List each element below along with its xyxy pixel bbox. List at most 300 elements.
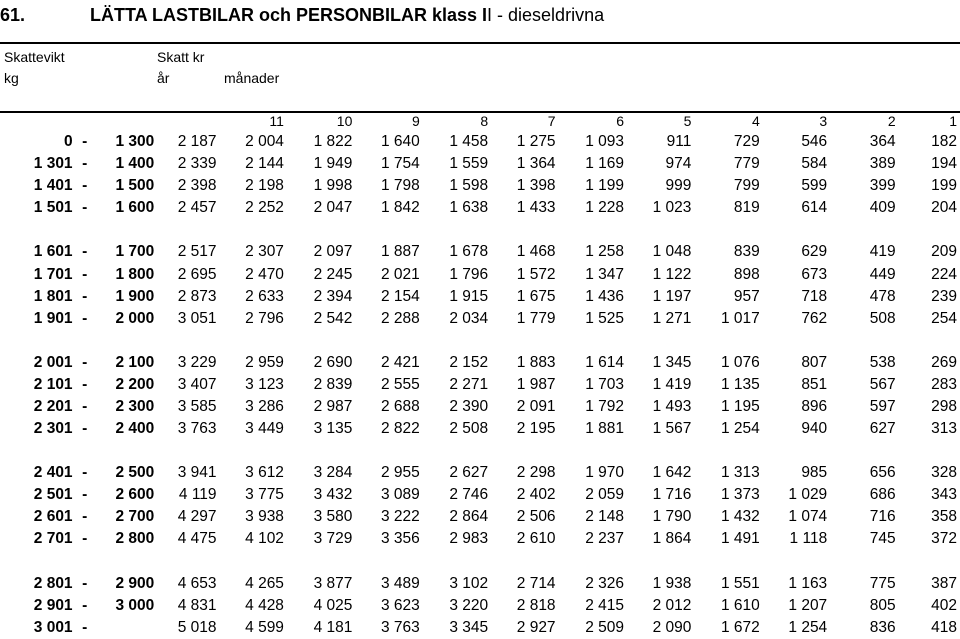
- month-tax: 254: [931, 309, 957, 327]
- weight-to: 2 200: [115, 375, 155, 393]
- month-tax: 1 093: [585, 133, 624, 151]
- month-tax: 1 254: [721, 420, 760, 438]
- month-tax: 1 207: [788, 596, 828, 614]
- month-tax: 1 199: [585, 177, 624, 195]
- gap-cell: [0, 551, 960, 573]
- month-tax: 419: [869, 243, 896, 261]
- month-tax: 4 025: [313, 596, 353, 614]
- year-tax: 2 457: [177, 199, 217, 217]
- month-tax: 3 432: [313, 486, 353, 504]
- month-tax: 1 458: [449, 133, 489, 151]
- month-tax: 745: [869, 530, 896, 548]
- month-tax: 4 102: [245, 530, 284, 548]
- weight-from: 2 601: [33, 508, 73, 526]
- month-tax: 1 672: [721, 618, 760, 636]
- month-tax: 2 509: [585, 618, 624, 636]
- month-tax: 1 195: [721, 397, 760, 415]
- month-tax: 716: [869, 508, 896, 526]
- year-tax: 3 585: [177, 397, 217, 415]
- month-tax: 2 927: [516, 618, 556, 636]
- tax-label: Skatt kr: [157, 49, 205, 65]
- weight-to: 1 400: [115, 155, 155, 173]
- month-tax: 2 714: [516, 574, 556, 592]
- month-column-header: 4: [752, 113, 760, 129]
- month-tax: 1 491: [721, 530, 760, 548]
- month-tax: 2 690: [313, 353, 353, 371]
- month-tax: 1 074: [788, 508, 828, 526]
- month-tax: 2 959: [245, 353, 284, 371]
- weight-from: 1 601: [33, 243, 73, 261]
- weight-from: 2 901: [33, 596, 73, 614]
- month-tax: 1 779: [516, 309, 556, 327]
- weight-to: 1 700: [115, 243, 155, 261]
- months-label: månader: [224, 70, 280, 86]
- weight-from: 3 001: [33, 618, 73, 636]
- year-tax: 4 653: [177, 574, 217, 592]
- month-tax: 1 883: [516, 353, 556, 371]
- month-tax: 418: [931, 618, 957, 636]
- month-tax: 2 091: [516, 397, 556, 415]
- month-tax: 4 265: [245, 574, 284, 592]
- range-dash: -: [82, 177, 88, 195]
- weight-from: 2 401: [33, 464, 73, 482]
- month-tax: 1 169: [585, 155, 624, 173]
- month-tax: 1 163: [788, 574, 828, 592]
- month-tax: 1 796: [449, 265, 489, 283]
- month-tax: 3 345: [449, 618, 489, 636]
- weight-from: 1 701: [33, 265, 73, 283]
- month-tax: 686: [869, 486, 896, 504]
- weight-to: 1 600: [115, 199, 155, 217]
- range-dash: -: [82, 375, 88, 393]
- month-column-header: 5: [683, 113, 692, 129]
- month-tax: 2 822: [380, 420, 420, 438]
- weight-to: 1 800: [115, 265, 155, 283]
- month-tax: 2 542: [313, 309, 353, 327]
- month-tax: 1 373: [721, 486, 760, 504]
- weight-from: 1 401: [33, 177, 73, 195]
- blank-cell: [94, 111, 157, 131]
- month-tax: 1 598: [449, 177, 489, 195]
- month-tax: 2 288: [380, 309, 420, 327]
- month-tax: 364: [869, 133, 896, 151]
- month-tax: 1 228: [585, 199, 624, 217]
- table-row: [0, 153, 960, 175]
- year-tax: 4 297: [177, 508, 217, 526]
- month-tax: 1 076: [721, 353, 760, 371]
- month-tax: 2 298: [516, 464, 556, 482]
- year-tax: 2 398: [177, 177, 217, 195]
- month-tax: 328: [931, 464, 957, 482]
- month-tax: 372: [931, 530, 957, 548]
- table-row: [0, 241, 960, 263]
- month-tax: 1 716: [652, 486, 692, 504]
- range-dash: -: [82, 309, 88, 327]
- table-row: [0, 418, 960, 440]
- group-gap: [0, 330, 960, 352]
- month-tax: 4 428: [245, 596, 284, 614]
- month-tax: 1 432: [721, 508, 760, 526]
- month-tax: 2 034: [449, 309, 489, 327]
- weight-from: 2 801: [33, 574, 73, 592]
- range-dash: -: [82, 353, 88, 371]
- month-tax: 1 493: [652, 397, 692, 415]
- month-tax: 775: [869, 574, 896, 592]
- month-tax: 2 415: [585, 596, 624, 614]
- blank-cell: [0, 111, 76, 131]
- month-column-header: 11: [269, 113, 284, 129]
- weight-to: 2 500: [115, 464, 155, 482]
- month-tax: 3 612: [245, 464, 284, 482]
- range-dash: -: [82, 486, 88, 504]
- table-row: [0, 374, 960, 396]
- month-tax: 2 470: [245, 265, 284, 283]
- month-column-header: 10: [336, 113, 353, 129]
- table-row: [0, 263, 960, 285]
- weight-to: 2 700: [115, 508, 155, 526]
- month-tax: 597: [869, 397, 896, 415]
- year-tax: 3 051: [177, 309, 217, 327]
- month-tax: 3 623: [380, 596, 420, 614]
- year-tax: 4 475: [177, 530, 217, 548]
- weight-to: 2 900: [115, 574, 155, 592]
- weight-from: 0: [63, 133, 73, 151]
- month-tax: 209: [931, 243, 957, 261]
- month-tax: 269: [931, 353, 957, 371]
- year-tax: 4 831: [177, 596, 217, 614]
- year-tax: 3 229: [177, 353, 217, 371]
- month-tax: 1 640: [380, 133, 420, 151]
- month-tax: 1 790: [652, 508, 692, 526]
- table-row: [0, 484, 960, 506]
- month-tax: 1 822: [313, 133, 353, 151]
- table-row: [0, 286, 960, 308]
- weight-to: 1 900: [115, 287, 155, 305]
- month-columns-row: [0, 111, 960, 131]
- month-tax: 2 021: [380, 265, 420, 283]
- month-tax: 3 284: [313, 464, 353, 482]
- month-tax: 1 798: [380, 177, 420, 195]
- month-tax: 1 468: [516, 243, 556, 261]
- weight-to: [94, 617, 157, 639]
- header-rule: [0, 42, 960, 44]
- weight-to: 1 500: [115, 177, 155, 195]
- weight-label: Skattevikt: [4, 49, 65, 65]
- month-tax: 1 254: [788, 618, 828, 636]
- month-tax: 3 102: [449, 574, 489, 592]
- month-tax: 1 642: [652, 464, 692, 482]
- month-tax: 2 059: [585, 486, 624, 504]
- month-tax: 807: [801, 353, 828, 371]
- month-tax: 896: [801, 397, 828, 415]
- page-title: [0, 0, 604, 32]
- month-tax: 3 580: [313, 508, 353, 526]
- table-row: [0, 595, 960, 617]
- month-tax: 4 181: [313, 618, 353, 636]
- weight-to: 2 100: [115, 353, 155, 371]
- month-tax: 1 258: [585, 243, 624, 261]
- month-tax: 199: [931, 177, 957, 195]
- month-tax: 940: [801, 420, 828, 438]
- gap-cell: [0, 440, 960, 462]
- month-tax: 3 489: [380, 574, 420, 592]
- range-dash: -: [82, 596, 88, 614]
- month-tax: 2 633: [245, 287, 284, 305]
- year-tax: 2 517: [177, 243, 217, 261]
- month-column-header: 7: [547, 113, 556, 129]
- range-dash: -: [82, 155, 88, 173]
- month-tax: 3 775: [245, 486, 284, 504]
- month-tax: 851: [801, 375, 828, 393]
- table-row: [0, 506, 960, 528]
- weight-to: 2 000: [115, 309, 155, 327]
- year-tax: 3 763: [177, 420, 217, 438]
- month-tax: 2 506: [516, 508, 556, 526]
- month-tax: 1 551: [721, 574, 760, 592]
- month-tax: 2 047: [313, 199, 353, 217]
- year-tax: 2 187: [177, 133, 217, 151]
- weight-from: 2 501: [33, 486, 73, 504]
- month-tax: 1 970: [585, 464, 624, 482]
- month-tax: 627: [869, 420, 896, 438]
- month-tax: 204: [931, 199, 957, 217]
- month-tax: 1 122: [652, 265, 692, 283]
- month-tax: 182: [931, 133, 957, 151]
- table-row: [0, 396, 960, 418]
- month-tax: 799: [733, 177, 760, 195]
- month-tax: 1 118: [789, 530, 828, 548]
- month-tax: 656: [869, 464, 896, 482]
- month-tax: 194: [931, 155, 957, 173]
- table-row: [0, 573, 960, 595]
- month-tax: 985: [801, 464, 828, 482]
- month-tax: 673: [801, 265, 828, 283]
- month-tax: 2 152: [449, 353, 489, 371]
- weight-to: 2 800: [115, 530, 155, 548]
- month-tax: 2 245: [313, 265, 353, 283]
- month-column-header: 2: [887, 113, 896, 129]
- range-dash: -: [82, 243, 88, 261]
- month-tax: 1 436: [585, 287, 624, 305]
- month-tax: 1 029: [788, 486, 828, 504]
- range-dash: -: [82, 508, 88, 526]
- month-column-header: 3: [819, 113, 828, 129]
- month-tax: 343: [931, 486, 957, 504]
- month-tax: 224: [931, 265, 957, 283]
- month-tax: 358: [931, 508, 957, 526]
- month-tax: 239: [931, 287, 957, 305]
- month-tax: 1 987: [516, 375, 556, 393]
- month-tax: 762: [801, 309, 828, 327]
- range-dash: -: [82, 618, 88, 636]
- month-tax: 313: [931, 420, 957, 438]
- month-tax: 1 525: [585, 309, 624, 327]
- month-tax: 779: [733, 155, 760, 173]
- year-label: år: [157, 70, 170, 86]
- month-tax: 478: [869, 287, 896, 305]
- month-tax: 911: [666, 133, 692, 151]
- month-tax: 1 271: [652, 309, 692, 327]
- month-tax: 2 271: [449, 375, 489, 393]
- month-tax: 4 599: [245, 618, 284, 636]
- month-tax: 508: [869, 309, 896, 327]
- month-tax: 718: [801, 287, 828, 305]
- month-tax: 2 955: [380, 464, 420, 482]
- month-tax: 1 614: [585, 353, 624, 371]
- month-tax: 399: [869, 177, 896, 195]
- month-tax: 957: [733, 287, 760, 305]
- month-tax: 2 796: [245, 309, 284, 327]
- month-tax: 1 638: [449, 199, 489, 217]
- month-tax: 614: [801, 199, 828, 217]
- year-tax: 2 339: [177, 155, 217, 173]
- range-dash: -: [82, 397, 88, 415]
- month-column-header: 8: [480, 113, 489, 129]
- month-tax: 1 949: [313, 155, 353, 173]
- month-tax: 1 313: [721, 464, 760, 482]
- title-main: LÄTTA LASTBILAR och PERSONBILAR klass I: [90, 5, 488, 25]
- year-tax: 2 873: [177, 287, 217, 305]
- month-tax: 1 433: [516, 199, 556, 217]
- month-tax: 2 421: [380, 353, 420, 371]
- tax-table: [0, 111, 960, 639]
- month-tax: 1 938: [652, 574, 692, 592]
- weight-from: 2 201: [33, 397, 73, 415]
- table-row: [0, 352, 960, 374]
- month-tax: 2 818: [516, 596, 556, 614]
- month-tax: 2 983: [449, 530, 489, 548]
- month-tax: 1 197: [652, 287, 692, 305]
- month-tax: 2 390: [449, 397, 489, 415]
- month-tax: 2 987: [313, 397, 353, 415]
- month-tax: 3 356: [380, 530, 420, 548]
- weight-from: 2 001: [33, 353, 73, 371]
- month-tax: 1 572: [516, 265, 556, 283]
- group-gap: [0, 219, 960, 241]
- month-tax: 1 998: [313, 177, 353, 195]
- gap-cell: [0, 219, 960, 241]
- month-tax: 2 555: [380, 375, 420, 393]
- month-tax: 567: [869, 375, 896, 393]
- month-tax: 1 048: [652, 243, 692, 261]
- month-tax: 2 154: [380, 287, 420, 305]
- title-rest: I - dieseldrivna: [487, 5, 605, 25]
- month-tax: 3 729: [313, 530, 353, 548]
- month-tax: 546: [801, 133, 828, 151]
- month-tax: 1 398: [516, 177, 556, 195]
- month-tax: 389: [869, 155, 896, 173]
- range-dash: -: [82, 265, 88, 283]
- month-tax: 2 090: [652, 618, 692, 636]
- month-tax: 2 012: [652, 596, 692, 614]
- group-gap: [0, 551, 960, 573]
- table-row: [0, 175, 960, 197]
- month-tax: 1 678: [449, 243, 489, 261]
- range-dash: -: [82, 199, 88, 217]
- month-tax: 805: [869, 596, 896, 614]
- group-gap: [0, 440, 960, 462]
- weight-from: 1 801: [33, 287, 73, 305]
- table-row: [0, 528, 960, 550]
- month-tax: 1 610: [721, 596, 760, 614]
- month-tax: 2 402: [516, 486, 556, 504]
- month-tax: 999: [665, 177, 692, 195]
- month-tax: 449: [869, 265, 896, 283]
- month-tax: 1 864: [652, 530, 692, 548]
- month-tax: 1 754: [380, 155, 420, 173]
- month-tax: 283: [931, 375, 957, 393]
- month-tax: 2 508: [449, 420, 489, 438]
- year-tax: 5 018: [177, 618, 217, 636]
- section-number: 61.: [0, 5, 26, 25]
- month-tax: 3 135: [313, 420, 353, 438]
- year-tax: 4 119: [178, 486, 217, 504]
- year-tax: 2 695: [177, 265, 217, 283]
- month-column-header: 1: [949, 113, 957, 129]
- month-tax: 1 792: [585, 397, 624, 415]
- table-row: [0, 197, 960, 219]
- weight-from: 1 901: [33, 309, 73, 327]
- month-tax: 2 144: [245, 155, 284, 173]
- weight-to: 3 000: [115, 596, 155, 614]
- range-dash: -: [82, 133, 88, 151]
- month-tax: 1 703: [585, 375, 624, 393]
- year-tax: 3 407: [177, 375, 217, 393]
- month-tax: 2 326: [585, 574, 624, 592]
- month-tax: 839: [733, 243, 760, 261]
- blank-cell: [76, 111, 94, 131]
- month-tax: 3 123: [245, 375, 284, 393]
- weight-to: 2 300: [115, 397, 155, 415]
- month-tax: 2 195: [516, 420, 556, 438]
- weight-from: 2 101: [33, 375, 73, 393]
- month-tax: 3 877: [313, 574, 353, 592]
- month-tax: 2 004: [245, 133, 284, 151]
- month-tax: 1 559: [449, 155, 489, 173]
- year-tax: 3 941: [177, 464, 217, 482]
- month-tax: 584: [801, 155, 828, 173]
- table-row: [0, 462, 960, 484]
- blank-cell: [157, 111, 219, 131]
- month-tax: 1 419: [652, 375, 692, 393]
- weight-from: 2 301: [33, 420, 73, 438]
- weight-from: 1 501: [33, 199, 73, 217]
- month-tax: 3 089: [380, 486, 420, 504]
- month-tax: 3 449: [245, 420, 284, 438]
- month-tax: 2 394: [313, 287, 353, 305]
- month-tax: 1 567: [652, 420, 692, 438]
- table-row: [0, 617, 960, 639]
- month-tax: 387: [931, 574, 957, 592]
- month-tax: 819: [733, 199, 760, 217]
- month-tax: 2 237: [585, 530, 624, 548]
- month-tax: 3 220: [449, 596, 489, 614]
- month-tax: 2 198: [245, 177, 284, 195]
- month-tax: 1 275: [516, 133, 556, 151]
- month-tax: 1 915: [449, 287, 489, 305]
- month-tax: 898: [733, 265, 760, 283]
- range-dash: -: [82, 420, 88, 438]
- month-tax: 538: [869, 353, 896, 371]
- range-dash: -: [82, 287, 88, 305]
- month-tax: 409: [869, 199, 896, 217]
- month-tax: 3 763: [380, 618, 420, 636]
- month-tax: 2 746: [449, 486, 489, 504]
- month-tax: 836: [869, 618, 896, 636]
- range-dash: -: [82, 464, 88, 482]
- month-tax: 3 286: [245, 397, 284, 415]
- month-tax: 1 023: [652, 199, 692, 217]
